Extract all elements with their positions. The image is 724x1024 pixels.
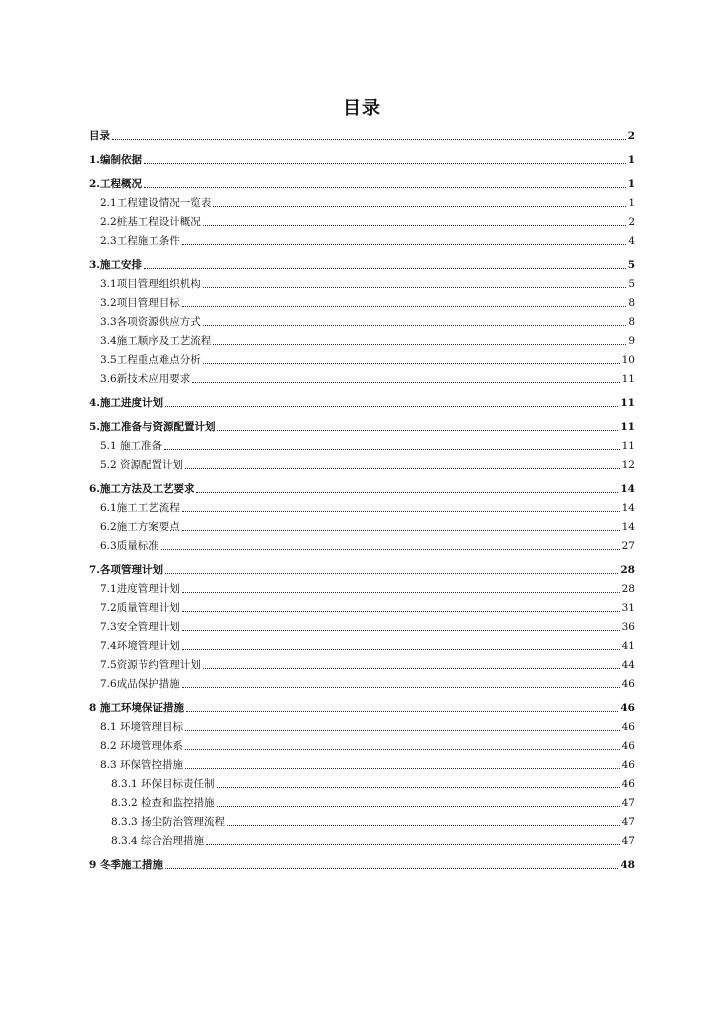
toc-entry-label: 7.2质量管理计划 — [100, 602, 180, 614]
toc-entry-label: 8.3.4 综合治理措施 — [111, 835, 205, 847]
toc-leader-dots — [182, 592, 620, 593]
toc-entry-page: 5 — [628, 278, 635, 290]
toc-entry-page: 31 — [621, 602, 635, 614]
toc-entry-page: 46 — [621, 740, 635, 752]
toc-leader-dots — [203, 325, 627, 326]
toc-entry-label: 6.1施工工艺流程 — [100, 502, 180, 514]
toc-leader-dots — [217, 806, 620, 807]
toc-entry[interactable] — [89, 480, 635, 496]
toc-entry[interactable] — [89, 294, 635, 310]
toc-entry-label: 7.1进度管理计划 — [100, 583, 180, 595]
toc-entry-label: 8.3.2 检查和监控措施 — [111, 797, 215, 809]
toc-entry-page: 28 — [620, 564, 635, 576]
toc-leader-dots — [217, 430, 618, 431]
toc-entry-label: 5.2 资源配置计划 — [100, 459, 184, 471]
toc-entry[interactable] — [89, 351, 635, 367]
toc-entry[interactable] — [89, 370, 635, 386]
toc-entry[interactable] — [89, 537, 635, 553]
toc-entry-label: 8.1 环境管理目标 — [100, 721, 184, 733]
toc-entry-page: 11 — [620, 397, 635, 409]
toc-entry[interactable] — [89, 456, 635, 472]
toc-entry-page: 1 — [628, 197, 635, 209]
toc-entry-label: 5.1 施工准备 — [100, 440, 163, 452]
toc-entry-label: 1.编制依据 — [89, 154, 142, 166]
toc-leader-dots — [185, 468, 620, 469]
toc-leader-dots — [213, 344, 626, 345]
toc-entry-page: 12 — [621, 459, 635, 471]
toc-entry[interactable] — [89, 599, 635, 615]
toc-leader-dots — [165, 406, 618, 407]
toc-entry-page: 4 — [628, 235, 635, 247]
toc-entry-page: 11 — [621, 440, 635, 452]
toc-entry-page: 47 — [621, 816, 635, 828]
toc-leader-dots — [144, 187, 626, 188]
toc-entry-page: 28 — [621, 583, 635, 595]
toc-entry-label: 2.工程概况 — [89, 178, 142, 190]
toc-entry-label: 6.3质量标准 — [100, 540, 159, 552]
table-of-contents — [89, 127, 635, 875]
toc-entry-page: 5 — [627, 259, 635, 271]
toc-entry[interactable] — [89, 518, 635, 534]
page-title: 目录 — [343, 98, 381, 119]
toc-entry[interactable] — [89, 832, 635, 848]
toc-entry-page: 27 — [621, 540, 635, 552]
toc-entry[interactable] — [89, 618, 635, 634]
toc-entry-label: 4.施工进度计划 — [89, 397, 163, 409]
toc-entry-label: 7.各项管理计划 — [89, 564, 163, 576]
toc-entry-page: 44 — [621, 659, 635, 671]
toc-entry-page: 46 — [621, 778, 635, 790]
toc-entry-label: 8.2 环境管理体系 — [100, 740, 184, 752]
toc-entry-page: 46 — [621, 759, 635, 771]
toc-leader-dots — [203, 225, 627, 226]
toc-entry-page: 47 — [621, 797, 635, 809]
toc-entry-label: 7.3安全管理计划 — [100, 621, 180, 633]
toc-leader-dots — [203, 363, 620, 364]
toc-entry-label: 3.1项目管理组织机构 — [100, 278, 201, 290]
toc-leader-dots — [161, 549, 620, 550]
toc-entry[interactable] — [89, 127, 635, 143]
toc-entry-page: 1 — [627, 154, 635, 166]
toc-entry-label: 5.施工准备与资源配置计划 — [89, 421, 216, 433]
toc-entry[interactable] — [89, 756, 635, 772]
toc-entry[interactable] — [89, 656, 635, 672]
toc-entry-page: 2 — [627, 130, 635, 142]
toc-entry[interactable] — [89, 718, 635, 734]
toc-entry[interactable] — [89, 213, 635, 229]
toc-leader-dots — [185, 768, 620, 769]
toc-entry[interactable] — [89, 418, 635, 434]
toc-entry-label: 3.6新技术应用要求 — [100, 373, 191, 385]
toc-entry-label: 3.4施工顺序及工艺流程 — [100, 335, 212, 347]
toc-leader-dots — [144, 268, 626, 269]
toc-entry-page: 46 — [621, 678, 635, 690]
toc-entry-label: 2.1工程建设情况一览表 — [100, 197, 212, 209]
toc-entry-label: 7.4环境管理计划 — [100, 640, 180, 652]
toc-leader-dots — [227, 825, 620, 826]
toc-leader-dots — [165, 573, 618, 574]
toc-leader-dots — [182, 306, 627, 307]
toc-leader-dots — [185, 749, 620, 750]
toc-entry-label: 3.施工安排 — [89, 259, 142, 271]
toc-entry[interactable] — [89, 675, 635, 691]
toc-entry-label: 7.6成品保护措施 — [100, 678, 180, 690]
toc-leader-dots — [144, 163, 626, 164]
toc-entry-label: 8.3.1 环保目标责任制 — [111, 778, 215, 790]
toc-entry-page: 8 — [628, 297, 635, 309]
toc-entry-page: 48 — [620, 859, 635, 871]
toc-entry-label: 3.2项目管理目标 — [100, 297, 180, 309]
toc-entry[interactable] — [89, 256, 635, 272]
toc-leader-dots — [192, 382, 619, 383]
toc-leader-dots — [203, 668, 620, 669]
toc-entry[interactable] — [89, 737, 635, 753]
toc-entry-label: 8.3 环保管控措施 — [100, 759, 184, 771]
toc-leader-dots — [182, 611, 620, 612]
toc-entry-page: 46 — [621, 721, 635, 733]
toc-entry-label: 8.3.3 扬尘防治管理流程 — [111, 816, 226, 828]
toc-entry[interactable] — [89, 232, 635, 248]
toc-leader-dots — [164, 449, 620, 450]
toc-entry-page: 11 — [621, 373, 635, 385]
toc-entry[interactable] — [89, 499, 635, 515]
toc-entry-label: 目录 — [89, 130, 110, 142]
toc-entry[interactable] — [89, 194, 635, 210]
toc-leader-dots — [203, 287, 627, 288]
toc-entry[interactable] — [89, 151, 635, 167]
toc-entry-page: 47 — [621, 835, 635, 847]
toc-leader-dots — [206, 844, 620, 845]
toc-entry-page: 11 — [620, 421, 635, 433]
toc-leader-dots — [182, 511, 620, 512]
toc-entry-label: 3.5工程重点难点分析 — [100, 354, 201, 366]
toc-leader-dots — [182, 687, 620, 688]
toc-entry-label: 9 冬季施工措施 — [89, 859, 163, 871]
toc-entry[interactable] — [89, 699, 635, 715]
toc-entry-page: 14 — [620, 483, 635, 495]
toc-entry-label: 7.5资源节约管理计划 — [100, 659, 201, 671]
toc-leader-dots — [182, 244, 627, 245]
toc-entry-page: 1 — [627, 178, 635, 190]
toc-entry-page: 36 — [621, 621, 635, 633]
toc-leader-dots — [112, 139, 626, 140]
toc-entry-page: 14 — [621, 502, 635, 514]
toc-entry[interactable] — [89, 794, 635, 810]
toc-entry-label: 8 施工环境保证措施 — [89, 702, 184, 714]
toc-entry[interactable] — [89, 775, 635, 791]
toc-leader-dots — [182, 530, 620, 531]
toc-leader-dots — [217, 787, 620, 788]
toc-entry[interactable] — [89, 275, 635, 291]
toc-entry-label: 2.2桩基工程设计概况 — [100, 216, 201, 228]
toc-entry-page: 8 — [628, 316, 635, 328]
toc-entry[interactable] — [89, 175, 635, 191]
toc-entry[interactable] — [89, 394, 635, 410]
toc-leader-dots — [182, 649, 620, 650]
toc-entry-page: 14 — [621, 521, 635, 533]
toc-entry[interactable] — [89, 313, 635, 329]
toc-entry-page: 9 — [628, 335, 635, 347]
toc-entry-label: 2.3工程施工条件 — [100, 235, 180, 247]
toc-leader-dots — [196, 492, 618, 493]
toc-entry-label: 3.3各项资源供应方式 — [100, 316, 201, 328]
toc-leader-dots — [213, 206, 626, 207]
toc-entry[interactable] — [89, 580, 635, 596]
toc-entry[interactable] — [89, 856, 635, 872]
toc-entry-page: 2 — [628, 216, 635, 228]
toc-entry-label: 6.施工方法及工艺要求 — [89, 483, 195, 495]
toc-entry[interactable] — [89, 637, 635, 653]
toc-entry-page: 10 — [621, 354, 635, 366]
toc-entry[interactable] — [89, 332, 635, 348]
toc-leader-dots — [165, 868, 618, 869]
toc-entry-label: 6.2施工方案要点 — [100, 521, 180, 533]
toc-leader-dots — [186, 711, 618, 712]
toc-entry-page: 41 — [621, 640, 635, 652]
toc-entry[interactable] — [89, 813, 635, 829]
toc-entry-page: 46 — [620, 702, 635, 714]
toc-entry[interactable] — [89, 437, 635, 453]
toc-leader-dots — [182, 630, 620, 631]
toc-leader-dots — [185, 730, 620, 731]
toc-entry[interactable] — [89, 561, 635, 577]
